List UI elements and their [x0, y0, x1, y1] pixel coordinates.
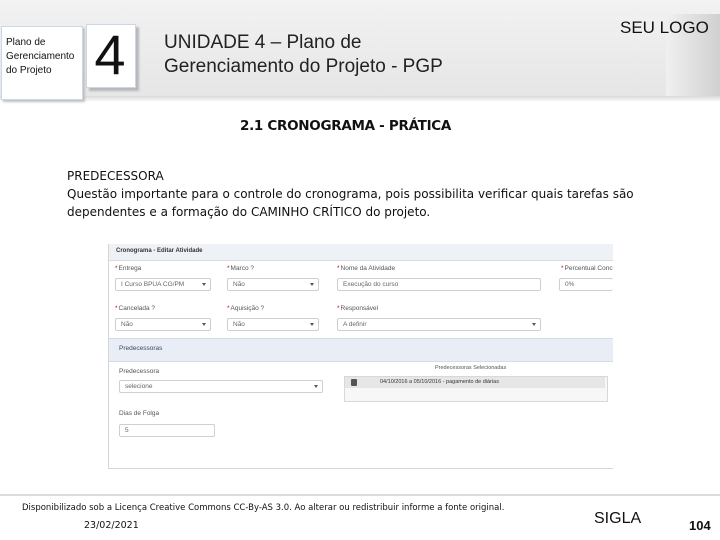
cancelada-select[interactable] [115, 318, 211, 331]
required-marker: * [227, 265, 230, 272]
entrega-select[interactable] [115, 278, 211, 291]
footer-divider [0, 494, 720, 496]
marco-select[interactable] [227, 278, 319, 291]
section-title: 2.1 CRONOGRAMA - PRÁTICA [240, 118, 452, 134]
required-marker: * [561, 265, 564, 272]
unit-number: 4 [94, 23, 126, 86]
entrega-label-text: Entrega [118, 265, 142, 272]
paragraph-text: Questão importante para o controle do cronograma, pois possibilita verificar quais tarefas são dependentes e a formação do CAMINHO CRÍTICO do projeto. [67, 187, 634, 219]
aquisicao-label-text: Aquisição ? [230, 305, 265, 312]
selected-predecessor-text: 04/10/2016 a 05/10/2016 - pagamento de diárias [380, 379, 499, 385]
entrega-label [115, 265, 141, 272]
percentual-label [561, 265, 613, 272]
cancelada-label [115, 305, 155, 312]
chevron-down-icon [532, 323, 536, 326]
aquisicao-select[interactable] [227, 318, 319, 331]
license-notice: Disponibilizado sob a Licença Creative Commons CC-By-AS 3.0. Ao alterar ou redistribuir informe a fonte original. [22, 503, 505, 513]
cancelada-label-text: Cancelada ? [118, 305, 156, 312]
paragraph-heading: PREDECESSORA [67, 169, 164, 183]
chevron-down-icon [202, 323, 206, 326]
footer-date: 23/02/2021 [84, 520, 139, 531]
unit-title: UNIDADE 4 – Plano de Gerenciamento do Projeto - PGP [164, 32, 443, 77]
percentual-label-text: Percentual Conc [564, 265, 613, 272]
page-number: 104 [689, 518, 711, 533]
predecessoras-panel-header [109, 338, 613, 362]
required-marker: * [337, 265, 340, 272]
selected-predecessors-label: Predecessoras Selecionadas [435, 365, 507, 371]
aquisicao-value: Não [233, 321, 245, 328]
responsavel-label [337, 305, 378, 312]
predecessora-value: selecione [125, 383, 153, 390]
predecessoras-panel-title: Predecessoras [119, 345, 163, 352]
dias-folga-value: 5 [125, 427, 129, 434]
trash-icon[interactable] [351, 379, 357, 386]
activity-edit-form [108, 244, 613, 469]
marco-value: Não [233, 281, 245, 288]
required-marker: * [337, 305, 340, 312]
nome-atividade-label-text: Nome da Atividade [340, 265, 396, 272]
required-marker: * [115, 265, 118, 272]
cancelada-value: Não [121, 321, 133, 328]
predecessoras-panel [109, 338, 613, 468]
logo-placeholder: SEU LOGO [620, 18, 709, 37]
header-shadow [0, 96, 720, 102]
body-text [67, 167, 667, 221]
marco-label-text: Marco ? [230, 265, 255, 272]
responsavel-value: A definir [343, 321, 367, 328]
dias-folga-label: Dias de Folga [119, 410, 160, 417]
percentual-value: 0% [565, 281, 575, 288]
chevron-down-icon [310, 283, 314, 286]
required-marker: * [227, 305, 230, 312]
predecessora-select[interactable] [119, 380, 323, 393]
dias-folga-input[interactable] [119, 424, 215, 437]
percentual-input[interactable] [559, 278, 613, 291]
entrega-value: I Curso BPUA CG/PM [121, 281, 185, 288]
nome-atividade-label [337, 265, 395, 272]
form-title: Cronograma - Editar Atividade [116, 248, 203, 254]
chevron-down-icon [314, 385, 318, 388]
nome-atividade-value: Execução do curso [343, 281, 399, 288]
marco-label [227, 265, 254, 272]
institution-acronym: SIGLA [594, 510, 642, 527]
aquisicao-label [227, 305, 264, 312]
nome-atividade-input[interactable] [337, 278, 541, 291]
responsavel-label-text: Responsável [340, 305, 379, 312]
chevron-down-icon [202, 283, 206, 286]
responsavel-select[interactable] [337, 318, 541, 331]
chevron-down-icon [310, 323, 314, 326]
required-marker: * [115, 305, 118, 312]
course-title: Plano de Gerenciamento do Projeto [6, 37, 75, 76]
predecessora-label: Predecessora [119, 368, 160, 375]
